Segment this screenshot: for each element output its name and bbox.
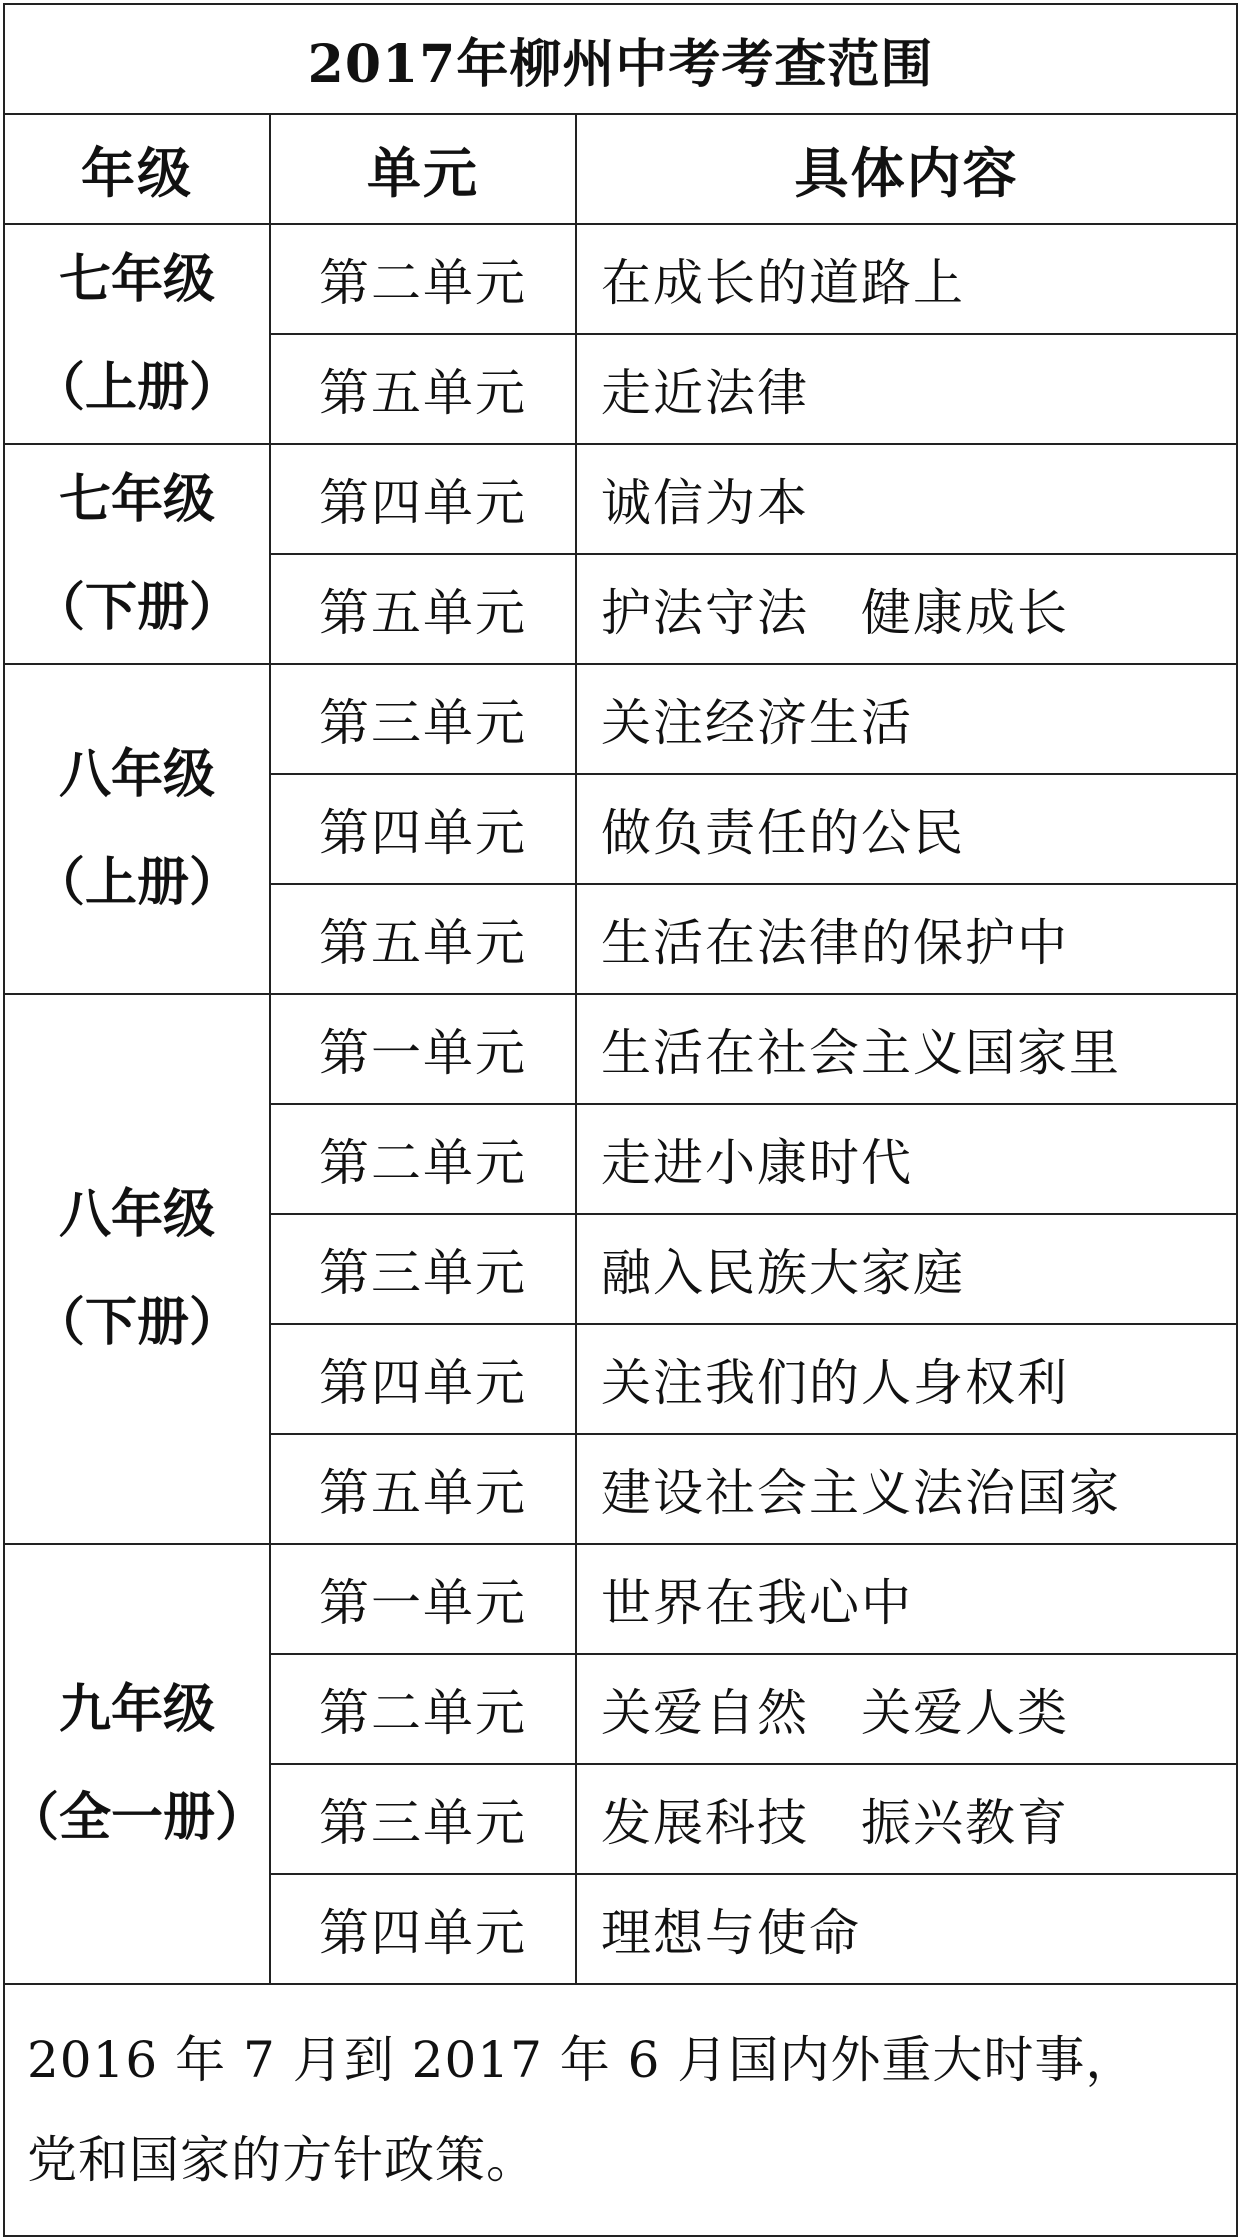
- content-cell: 理想与使命: [576, 1874, 1237, 1984]
- unit-cell: 第四单元: [270, 444, 576, 554]
- note-row: [4, 1984, 1237, 2236]
- scope-note: [4, 1984, 1237, 2236]
- grade-cell: [4, 1544, 270, 1984]
- title-row: [4, 4, 1237, 114]
- unit-cell: 第五单元: [270, 554, 576, 664]
- table-row: [4, 1544, 1237, 1654]
- volume-label: （全一册）: [6, 1787, 267, 1848]
- table-row: [4, 994, 1237, 1104]
- content-cell: 关注我们的人身权利: [576, 1324, 1237, 1434]
- table-row: [4, 664, 1237, 774]
- volume-label: （下册）: [32, 577, 241, 638]
- header-unit: 单元: [270, 114, 576, 224]
- grade-label: 八年级: [58, 744, 215, 805]
- unit-cell: 第三单元: [270, 1214, 576, 1324]
- content-cell: 建设社会主义法治国家: [576, 1434, 1237, 1544]
- unit-cell: 第五单元: [270, 1434, 576, 1544]
- content-cell: 护法守法 健康成长: [576, 554, 1237, 664]
- header-row: [4, 114, 1237, 224]
- unit-cell: 第五单元: [270, 334, 576, 444]
- content-cell: 做负责任的公民: [576, 774, 1237, 884]
- note-line: 2016 年 7 月到 2017 年 6 月国内外重大时事，: [27, 2031, 1137, 2089]
- unit-cell: 第二单元: [270, 1654, 576, 1764]
- content-cell: 诚信为本: [576, 444, 1237, 554]
- volume-label: （下册）: [32, 1292, 241, 1353]
- grade-label: 九年级: [58, 1679, 215, 1740]
- table-title: 2017年柳州中考考查范围: [4, 4, 1237, 114]
- table-row: [4, 444, 1237, 554]
- content-cell: 融入民族大家庭: [576, 1214, 1237, 1324]
- grade-cell: [4, 444, 270, 664]
- unit-cell: 第五单元: [270, 884, 576, 994]
- grade-label: 七年级: [58, 249, 215, 310]
- grade-label: 七年级: [58, 469, 215, 530]
- content-cell: 发展科技 振兴教育: [576, 1764, 1237, 1874]
- unit-cell: 第二单元: [270, 1104, 576, 1214]
- grade-cell: [4, 224, 270, 444]
- content-cell: 生活在法律的保护中: [576, 884, 1237, 994]
- grade-cell: [4, 994, 270, 1544]
- unit-cell: 第三单元: [270, 1764, 576, 1874]
- content-cell: 生活在社会主义国家里: [576, 994, 1237, 1104]
- unit-cell: 第四单元: [270, 1324, 576, 1434]
- unit-cell: 第一单元: [270, 994, 576, 1104]
- unit-cell: 第二单元: [270, 224, 576, 334]
- content-cell: 关爱自然 关爱人类: [576, 1654, 1237, 1764]
- table-row: [4, 224, 1237, 334]
- exam-scope-table: [3, 3, 1238, 2237]
- volume-label: （上册）: [32, 852, 241, 913]
- header-content: 具体内容: [576, 114, 1237, 224]
- content-cell: 走近法律: [576, 334, 1237, 444]
- unit-cell: 第一单元: [270, 1544, 576, 1654]
- content-cell: 走进小康时代: [576, 1104, 1237, 1214]
- unit-cell: 第四单元: [270, 1874, 576, 1984]
- unit-cell: 第四单元: [270, 774, 576, 884]
- unit-cell: 第三单元: [270, 664, 576, 774]
- volume-label: （上册）: [32, 357, 241, 418]
- header-grade: 年级: [4, 114, 270, 224]
- note-line: 党和国家的方针政策。: [27, 2131, 537, 2189]
- grade-label: 八年级: [58, 1184, 215, 1245]
- content-cell: 世界在我心中: [576, 1544, 1237, 1654]
- content-cell: 关注经济生活: [576, 664, 1237, 774]
- content-cell: 在成长的道路上: [576, 224, 1237, 334]
- grade-cell: [4, 664, 270, 994]
